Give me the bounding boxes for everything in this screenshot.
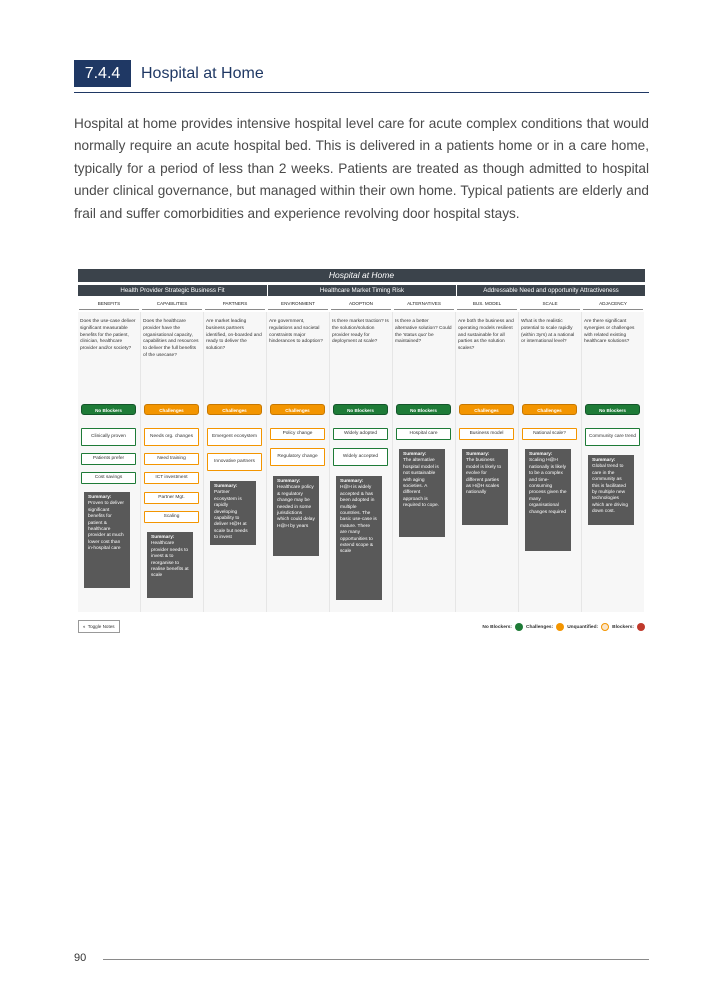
status-pill[interactable]: Challenges	[207, 404, 262, 415]
criteria-item[interactable]: ICT investment	[144, 472, 199, 484]
criteria-item[interactable]: Partner Mgt.	[144, 492, 199, 504]
page-number: 90	[74, 952, 87, 964]
summary-text: Healthcare policy & regulatory change may be needed in some jurisdictions which could delay H@H by years	[277, 485, 315, 529]
column-question: Are market leading business partners identified, on-boarded and ready to deliver the solution?	[206, 319, 262, 352]
dashboard-title: Hospital at Home	[78, 269, 645, 282]
summary-text: Scaling H@H nationally is likely to be a complex and time-consuming process given the many organisational changes required	[529, 458, 567, 515]
column-question: Does the healthcare provider have the organisational capacity, capabilities and resources to deliver the full benefits of the usecase?	[143, 319, 199, 358]
column-separator	[455, 312, 456, 612]
legend-dot-icon	[637, 623, 645, 631]
summary-box	[588, 455, 634, 525]
column-separator	[329, 312, 330, 612]
summary-box	[525, 449, 571, 551]
legend-label: Blockers:	[612, 624, 634, 630]
column-question: Are there significant synergies or challenges with related existing healthcare solutions?	[584, 319, 635, 345]
status-pill[interactable]: No Blockers	[585, 404, 640, 415]
status-pill[interactable]: No Blockers	[396, 404, 451, 415]
section-header	[74, 60, 649, 93]
status-pill[interactable]: Challenges	[522, 404, 577, 415]
criteria-item[interactable]: Emergent ecosystem	[207, 428, 262, 446]
summary-label: Summary:	[214, 484, 238, 489]
criteria-item[interactable]: Innovative partners	[207, 453, 262, 471]
summary-label: Summary:	[529, 452, 553, 457]
legend-dot-icon	[601, 623, 609, 631]
column-header: ENVIRONMENT	[268, 298, 328, 310]
column-question: Is there a better alternative solution? Could the 'status quo' be maintained?	[395, 319, 452, 345]
section-number: 7.4.4	[74, 60, 131, 87]
summary-label: Summary:	[277, 479, 301, 484]
legend-label: Challenges:	[526, 624, 554, 630]
summary-box	[336, 476, 382, 600]
criteria-item[interactable]: Cost savings	[81, 472, 136, 484]
group-header: Addressable Need and opportunity Attractiveness	[457, 285, 645, 296]
summary-text: H@H is widely accepted & has been adopted in multiple countries. The basic use-case is mature. There are many opportunities to extend scope & scale	[340, 485, 377, 555]
column-header: BUS. MODEL	[457, 298, 517, 310]
column-separator	[203, 312, 204, 612]
group-header: Healthcare Market Timing Risk	[268, 285, 456, 296]
summary-text: Global trend to care in the community as this is facilitated by multiple new technologies which are driving down cost.	[592, 464, 628, 515]
summary-box	[462, 449, 508, 525]
toggle-notes-button[interactable]	[78, 620, 120, 633]
summary-box	[399, 449, 445, 537]
criteria-item[interactable]: Scaling	[144, 511, 199, 523]
status-pill[interactable]: Challenges	[144, 404, 199, 415]
status-legend	[482, 622, 645, 632]
criteria-item[interactable]: Widely accepted	[333, 448, 388, 466]
summary-box	[273, 476, 319, 556]
summary-text: The business model is likely to evolve for different parties as H@H scales nationally	[466, 458, 502, 496]
summary-text: Healthcare provider needs to invest & to reorganise to realise benefits at scale	[151, 541, 189, 579]
legend-dot-icon	[556, 623, 564, 631]
column-question: Does the use-case deliver significant measurable benefits for the patient, clinician, healthcare provider and/or society?	[80, 319, 136, 352]
column-header: CAPABILITIES	[142, 298, 202, 310]
column-question: Are government, regulations and societal constraints major hinderances to adoption?	[269, 319, 323, 345]
summary-box	[84, 492, 130, 588]
legend-dot-icon	[515, 623, 523, 631]
summary-box	[210, 481, 256, 545]
intro-paragraph: Hospital at home provides intensive hospital level care for acute complex conditions that would normally require an acute hospital bed. This is delivered in a patients home or in a care home, typically for a period of less than 2 weeks. Patients are treated as though admitted to hospital under clinical governance, but managed within their own home. Typical patients are elderly and frail and suffer comorbidities and experience revolving door hospital stays.	[74, 116, 649, 221]
status-pill[interactable]: No Blockers	[333, 404, 388, 415]
column-header: ALTERNATIVES	[394, 298, 454, 310]
criteria-item[interactable]: Community care trend	[585, 428, 640, 446]
footer-divider	[103, 959, 649, 960]
summary-label: Summary:	[88, 495, 112, 500]
summary-text: Proven to deliver significant benefits for patient & healthcare provider at much lower cost than in-hospital care	[88, 501, 124, 552]
column-header: ADOPTION	[331, 298, 391, 310]
column-header: BENEFITS	[79, 298, 139, 310]
group-header: Health Provider Strategic Business Fit	[78, 285, 267, 296]
legend-label: No Blockers:	[482, 624, 512, 630]
summary-label: Summary:	[403, 452, 427, 457]
column-separator	[140, 312, 141, 612]
summary-text: Partner ecosystem is rapidly developing capability to deliver H@H at scale but needs to invest	[214, 490, 248, 541]
column-header: ADJACENCY	[583, 298, 643, 310]
column-separator	[581, 312, 582, 612]
column-header: SCALE	[520, 298, 580, 310]
summary-label: Summary:	[151, 535, 175, 540]
column-separator	[518, 312, 519, 612]
criteria-item[interactable]: Clinically proven	[81, 428, 136, 446]
criteria-item[interactable]: Widely adopted	[333, 428, 388, 440]
criteria-item[interactable]: Regulatory change	[270, 448, 325, 466]
criteria-item[interactable]: Patients prefer	[81, 453, 136, 465]
criteria-item[interactable]: Policy change	[270, 428, 325, 440]
summary-box	[147, 532, 193, 598]
summary-label: Summary:	[592, 458, 616, 463]
legend-label: Unquantified:	[567, 624, 599, 630]
section-title: Hospital at Home	[141, 65, 264, 82]
summary-label: Summary:	[340, 479, 364, 484]
criteria-item[interactable]: Need training	[144, 453, 199, 465]
hospital-at-home-dashboard	[74, 266, 649, 640]
summary-text: The alternative hospital model is not sustainable with aging societies. A different approach is required to cope.	[403, 458, 440, 509]
toggle-icon: ◐	[83, 624, 86, 629]
status-pill[interactable]: Challenges	[270, 404, 325, 415]
column-question: What is the realistic potential to scale rapidly (within 3yrs) at a national or international level?	[521, 319, 575, 345]
criteria-item[interactable]: National scale?	[522, 428, 577, 440]
criteria-item[interactable]: Needs org. changes	[144, 428, 199, 446]
summary-label: Summary:	[466, 452, 490, 457]
column-question: Is there market traction? Is the solution/solution provider ready for deployment at scale?	[332, 319, 389, 345]
status-pill[interactable]: No Blockers	[81, 404, 136, 415]
column-question: Are both the business and operating models resilient and sustainable for all parties as the solution scales?	[458, 319, 514, 352]
status-pill[interactable]: Challenges	[459, 404, 514, 415]
column-separator	[392, 312, 393, 612]
column-separator	[266, 312, 267, 612]
toggle-notes-label: Toggle Notes	[87, 624, 115, 629]
criteria-item[interactable]: Hospital care	[396, 428, 451, 440]
criteria-item[interactable]: Business model	[459, 428, 514, 440]
column-header: PARTNERS	[205, 298, 265, 310]
